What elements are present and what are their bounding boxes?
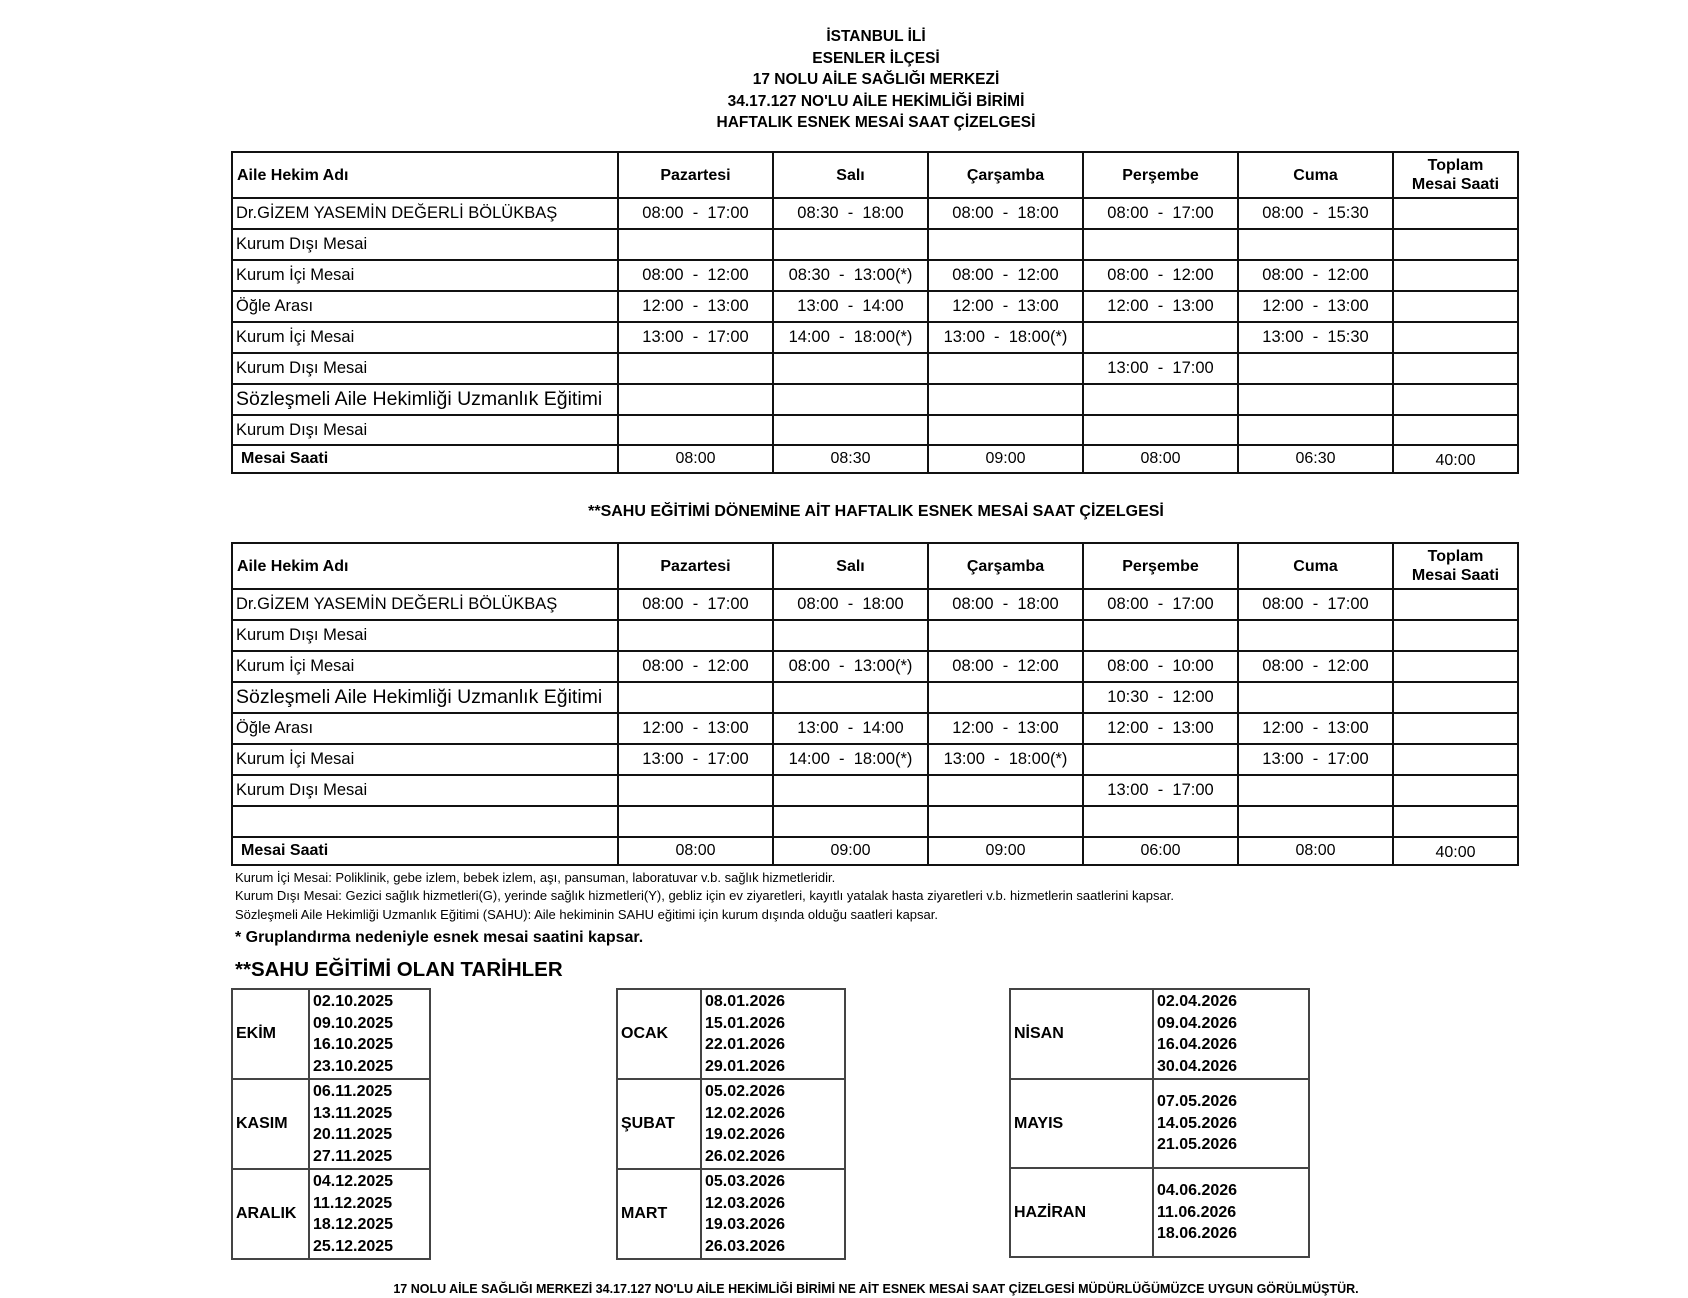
time-cell — [773, 384, 928, 415]
month-name: MART — [617, 1169, 701, 1259]
daily-total-cell: 09:00 — [928, 445, 1083, 473]
time-cell: 08:00 - 17:00 — [1083, 589, 1238, 620]
time-cell — [1083, 620, 1238, 651]
sahu-date: 26.03.2026 — [705, 1237, 786, 1255]
time-cell — [1238, 415, 1393, 445]
time-cell: 12:00 - 13:00 — [1083, 291, 1238, 322]
month-name: OCAK — [617, 989, 701, 1079]
time-cell — [928, 682, 1083, 713]
column-header-friday: Cuma — [1238, 152, 1393, 198]
month-row — [617, 989, 845, 1079]
sahu-date: 12.02.2026 — [705, 1104, 786, 1122]
month-name: HAZİRAN — [1010, 1168, 1153, 1257]
daily-total-cell: 08:00 — [618, 445, 773, 473]
sahu-date: 23.10.2025 — [313, 1057, 394, 1075]
row-label: Kurum Dışı Mesai — [232, 415, 618, 445]
table-row — [232, 353, 1518, 384]
time-cell: 12:00 - 13:00 — [928, 291, 1083, 322]
column-header-total — [1393, 543, 1518, 589]
sahu-dates-table-q1-2026 — [616, 988, 846, 1260]
time-cell: 14:00 - 18:00(*) — [773, 322, 928, 353]
sahu-date: 19.03.2026 — [705, 1216, 786, 1233]
table-row — [232, 291, 1518, 322]
daily-total-cell: 09:00 — [773, 837, 928, 865]
time-cell — [1393, 198, 1518, 229]
month-row — [617, 1169, 845, 1259]
time-cell: 13:00 - 18:00(*) — [928, 744, 1083, 775]
time-cell — [618, 353, 773, 384]
sahu-date: 09.04.2026 — [1157, 1014, 1238, 1032]
note-sahu: Sözleşmeli Aile Hekimliği Uzmanlık Eğitimi (SAHU): Aile hekiminin SAHU eğitimi için kurum dışında olduğu saatleri kapsar. — [235, 907, 938, 922]
note-kurum-disi: Kurum Dışı Mesai: Gezici sağlık hizmetleri(G), yerinde sağlık hizmetleri(Y), gebliz için ev ziyaretleri, kayıtlı yatalak hasta ziyaretleri v.b. hizmetlerin saatlerini kapsar. — [235, 888, 1174, 903]
time-cell: 08:00 - 12:00 — [928, 260, 1083, 291]
row-label: Öğle Arası — [232, 713, 618, 744]
month-row — [232, 1169, 430, 1259]
table-header-row — [232, 543, 1518, 589]
header-title: HAFTALIK ESNEK MESAİ SAAT ÇİZELGESİ — [716, 114, 1036, 131]
header-district: ESENLER İLÇESİ — [812, 49, 940, 67]
month-name: ARALIK — [232, 1169, 309, 1259]
daily-total-cell: 08:30 — [773, 445, 928, 473]
time-cell — [928, 620, 1083, 651]
time-cell — [1393, 384, 1518, 415]
column-header-monday: Pazartesi — [618, 152, 773, 198]
time-cell — [773, 353, 928, 384]
column-header-tuesday: Salı — [773, 543, 928, 589]
note-grouping: * Gruplandırma nedeniyle esnek mesai saatini kapsar. — [235, 929, 644, 946]
sahu-date: 22.01.2026 — [705, 1036, 786, 1053]
time-cell: 13:00 - 17:00 — [1083, 353, 1238, 384]
sahu-date: 16.10.2025 — [313, 1036, 394, 1053]
time-cell — [618, 775, 773, 806]
time-cell — [1238, 806, 1393, 837]
time-cell — [1083, 229, 1238, 260]
daily-total-cell: 08:00 — [1083, 445, 1238, 473]
time-cell — [1238, 775, 1393, 806]
sahu-date: 30.04.2026 — [1157, 1057, 1238, 1075]
sahu-date: 18.06.2026 — [1157, 1225, 1238, 1243]
sahu-weekly-schedule-table — [231, 542, 1519, 866]
time-cell — [773, 775, 928, 806]
column-header-name: Aile Hekim Adı — [232, 543, 618, 589]
time-cell: 13:00 - 17:00 — [618, 744, 773, 775]
column-header-wednesday: Çarşamba — [928, 543, 1083, 589]
time-cell: 13:00 - 17:00 — [618, 322, 773, 353]
sahu-date: 11.06.2026 — [1157, 1203, 1237, 1221]
sahu-date: 09.10.2025 — [313, 1014, 394, 1032]
row-label: Kurum Dışı Mesai — [232, 620, 618, 651]
time-cell — [1083, 744, 1238, 775]
time-cell — [1238, 353, 1393, 384]
month-dates — [701, 1169, 845, 1259]
time-cell: 08:30 - 18:00 — [773, 198, 928, 229]
row-label: Sözleşmeli Aile Hekimliği Uzmanlık Eğitimi — [232, 384, 618, 415]
daily-total-cell: 06:00 — [1083, 837, 1238, 865]
month-dates — [309, 1079, 430, 1169]
time-cell — [618, 806, 773, 837]
column-header-monday: Pazartesi — [618, 543, 773, 589]
sahu-date: 16.04.2026 — [1157, 1036, 1238, 1053]
column-header-wednesday: Çarşamba — [928, 152, 1083, 198]
table-row — [232, 589, 1518, 620]
header-province: İSTANBUL İLİ — [826, 28, 926, 45]
time-cell: 10:30 - 12:00 — [1083, 682, 1238, 713]
time-cell: 08:00 - 18:00 — [928, 198, 1083, 229]
month-dates — [1153, 1168, 1309, 1257]
time-cell: 08:00 - 15:30 — [1238, 198, 1393, 229]
column-header-friday: Cuma — [1238, 543, 1393, 589]
daily-total-cell: 09:00 — [928, 837, 1083, 865]
time-cell: 08:00 - 17:00 — [1238, 589, 1393, 620]
time-cell — [1393, 322, 1518, 353]
time-cell — [1083, 322, 1238, 353]
time-cell — [1393, 682, 1518, 713]
time-cell — [618, 384, 773, 415]
sahu-date: 29.01.2026 — [705, 1057, 786, 1075]
time-cell: 08:00 - 12:00 — [928, 651, 1083, 682]
total-hours-label: Mesai Saati — [232, 837, 618, 865]
table-row — [232, 651, 1518, 682]
time-cell — [1083, 806, 1238, 837]
sahu-date: 05.03.2026 — [705, 1173, 786, 1190]
table-row — [232, 198, 1518, 229]
time-cell — [928, 384, 1083, 415]
row-label: Kurum İçi Mesai — [232, 651, 618, 682]
column-header-name: Aile Hekim Adı — [232, 152, 618, 198]
grand-total-cell: 40:00 — [1393, 837, 1518, 865]
row-label: Kurum İçi Mesai — [232, 260, 618, 291]
time-cell: 08:00 - 17:00 — [618, 198, 773, 229]
month-row — [232, 989, 430, 1079]
sahu-schedule-title: **SAHU EĞİTİMİ DÖNEMİNE AİT HAFTALIK ESNEK MESAİ SAAT ÇİZELGESİ — [588, 503, 1164, 520]
total-header-line1: Toplam — [1427, 548, 1484, 565]
column-header-thursday: Perşembe — [1083, 543, 1238, 589]
table-row — [232, 806, 1518, 837]
time-cell — [618, 620, 773, 651]
time-cell: 08:00 - 12:00 — [1238, 260, 1393, 291]
sahu-date: 11.12.2025 — [313, 1194, 393, 1212]
time-cell: 08:00 - 12:00 — [1238, 651, 1393, 682]
month-dates — [701, 1079, 845, 1169]
time-cell: 12:00 - 13:00 — [1238, 291, 1393, 322]
time-cell — [1238, 384, 1393, 415]
daily-total-cell: 08:00 — [1238, 837, 1393, 865]
table-row — [232, 384, 1518, 415]
time-cell — [1393, 775, 1518, 806]
row-label: Sözleşmeli Aile Hekimliği Uzmanlık Eğitimi — [232, 682, 618, 713]
time-cell — [1393, 415, 1518, 445]
column-header-tuesday: Salı — [773, 152, 928, 198]
table-row — [232, 744, 1518, 775]
table-row — [232, 260, 1518, 291]
month-name: EKİM — [232, 989, 309, 1079]
time-cell — [618, 229, 773, 260]
sahu-date: 04.06.2026 — [1157, 1182, 1238, 1200]
header-unit: 34.17.127 NO'LU AİLE HEKİMLİĞİ BİRİMİ — [727, 92, 1025, 110]
time-cell: 08:00 - 12:00 — [1083, 260, 1238, 291]
time-cell — [1393, 620, 1518, 651]
time-cell — [1393, 589, 1518, 620]
time-cell — [928, 229, 1083, 260]
column-header-total — [1393, 152, 1518, 198]
sahu-date: 02.04.2026 — [1157, 993, 1238, 1010]
time-cell — [928, 806, 1083, 837]
time-cell: 14:00 - 18:00(*) — [773, 744, 928, 775]
total-header-line2: Mesai Saati — [1411, 567, 1500, 584]
approval-footer: 17 NOLU AİLE SAĞLIĞI MERKEZİ 34.17.127 NO'LU AİLE HEKİMLİĞİ BİRİMİ NE AİT ESNEK MESAİ SAAT ÇİZELGESİ MÜDÜRLÜĞÜMÜZCE UYGUN GÖRÜLMÜŞTÜR. — [393, 1282, 1359, 1296]
time-cell — [773, 806, 928, 837]
time-cell — [1238, 620, 1393, 651]
sahu-date: 08.01.2026 — [705, 993, 786, 1010]
row-label: Dr.GİZEM YASEMİN DEĞERLİ BÖLÜKBAŞ — [232, 589, 618, 620]
sahu-date: 12.03.2026 — [705, 1194, 786, 1212]
time-cell — [1393, 713, 1518, 744]
time-cell: 08:00 - 13:00(*) — [773, 651, 928, 682]
month-dates — [1153, 989, 1309, 1079]
table-row — [232, 229, 1518, 260]
time-cell: 08:00 - 10:00 — [1083, 651, 1238, 682]
row-label: Öğle Arası — [232, 291, 618, 322]
time-cell — [773, 620, 928, 651]
time-cell: 13:00 - 17:00 — [1238, 744, 1393, 775]
time-cell: 08:00 - 17:00 — [1083, 198, 1238, 229]
total-header-line1: Toplam — [1427, 157, 1484, 174]
sahu-dates-table-q4-2025 — [231, 988, 431, 1260]
month-name: MAYIS — [1010, 1079, 1153, 1168]
time-cell — [1083, 415, 1238, 445]
sahu-date: 25.12.2025 — [313, 1237, 394, 1255]
row-label: Kurum Dışı Mesai — [232, 775, 618, 806]
weekly-schedule-table — [231, 151, 1519, 474]
daily-total-cell: 08:00 — [618, 837, 773, 865]
time-cell: 12:00 - 13:00 — [618, 713, 773, 744]
row-label: Kurum İçi Mesai — [232, 744, 618, 775]
time-cell — [1393, 651, 1518, 682]
note-kurum-ici: Kurum İçi Mesai: Poliklinik, gebe izlem, bebek izlem, aşı, pansuman, laboratuvar v.b. sağlık hizmetleridir. — [235, 870, 836, 885]
month-row — [1010, 989, 1309, 1079]
time-cell — [773, 415, 928, 445]
row-label: Dr.GİZEM YASEMİN DEĞERLİ BÖLÜKBAŞ — [232, 198, 618, 229]
header-health-center: 17 NOLU AİLE SAĞLIĞI MERKEZİ — [752, 71, 1000, 88]
sahu-date: 02.10.2025 — [313, 993, 394, 1010]
table-row — [232, 620, 1518, 651]
time-cell — [618, 682, 773, 713]
column-header-thursday: Perşembe — [1083, 152, 1238, 198]
sahu-date: 26.02.2026 — [705, 1147, 786, 1165]
month-name: ŞUBAT — [617, 1079, 701, 1169]
sahu-date: 18.12.2025 — [313, 1216, 394, 1233]
time-cell: 08:00 - 17:00 — [618, 589, 773, 620]
month-dates — [309, 1169, 430, 1259]
grand-total-cell: 40:00 — [1393, 445, 1518, 473]
time-cell — [1393, 229, 1518, 260]
sahu-date: 05.02.2026 — [705, 1083, 786, 1100]
total-hours-label: Mesai Saati — [232, 445, 618, 473]
sahu-dates-table-q2-2026 — [1009, 988, 1310, 1258]
daily-total-cell: 06:30 — [1238, 445, 1393, 473]
time-cell: 12:00 - 13:00 — [1238, 713, 1393, 744]
time-cell: 13:00 - 15:30 — [1238, 322, 1393, 353]
time-cell: 08:00 - 18:00 — [773, 589, 928, 620]
time-cell: 12:00 - 13:00 — [618, 291, 773, 322]
time-cell — [618, 415, 773, 445]
row-label: Kurum Dışı Mesai — [232, 353, 618, 384]
time-cell — [1393, 353, 1518, 384]
sahu-dates-title: **SAHU EĞİTİMİ OLAN TARİHLER — [235, 958, 563, 981]
row-label: Kurum İçi Mesai — [232, 322, 618, 353]
time-cell — [1393, 744, 1518, 775]
time-cell — [1083, 384, 1238, 415]
total-hours-row — [232, 837, 1518, 865]
table-row — [232, 322, 1518, 353]
time-cell — [928, 775, 1083, 806]
sahu-date: 06.11.2025 — [313, 1083, 393, 1100]
table-row — [232, 775, 1518, 806]
month-row — [1010, 1168, 1309, 1257]
time-cell — [773, 229, 928, 260]
month-name: NİSAN — [1010, 989, 1153, 1079]
table-header-row — [232, 152, 1518, 198]
sahu-date: 19.02.2026 — [705, 1126, 786, 1143]
time-cell — [928, 415, 1083, 445]
month-name: KASIM — [232, 1079, 309, 1169]
total-hours-row — [232, 445, 1518, 473]
time-cell: 08:00 - 12:00 — [618, 260, 773, 291]
table-row — [232, 415, 1518, 445]
time-cell: 13:00 - 18:00(*) — [928, 322, 1083, 353]
month-row — [617, 1079, 845, 1169]
sahu-date: 21.05.2026 — [1157, 1136, 1238, 1154]
month-dates — [1153, 1079, 1309, 1168]
time-cell: 12:00 - 13:00 — [1083, 713, 1238, 744]
month-row — [1010, 1079, 1309, 1168]
sahu-date: 04.12.2025 — [313, 1173, 394, 1190]
time-cell: 13:00 - 14:00 — [773, 713, 928, 744]
month-dates — [701, 989, 845, 1079]
time-cell: 08:00 - 18:00 — [928, 589, 1083, 620]
sahu-date: 07.05.2026 — [1157, 1093, 1238, 1111]
row-label — [232, 806, 618, 837]
total-header-line2: Mesai Saati — [1411, 176, 1500, 193]
row-label: Kurum Dışı Mesai — [232, 229, 618, 260]
time-cell — [1238, 229, 1393, 260]
time-cell: 12:00 - 13:00 — [928, 713, 1083, 744]
table-row — [232, 682, 1518, 713]
sahu-date: 20.11.2025 — [313, 1126, 393, 1143]
time-cell — [1393, 260, 1518, 291]
document-header — [0, 26, 1688, 134]
month-row — [232, 1079, 430, 1169]
table-row — [232, 713, 1518, 744]
time-cell: 13:00 - 17:00 — [1083, 775, 1238, 806]
time-cell — [928, 353, 1083, 384]
sahu-date: 15.01.2026 — [705, 1014, 786, 1032]
time-cell — [1238, 682, 1393, 713]
time-cell: 08:30 - 13:00(*) — [773, 260, 928, 291]
month-dates — [309, 989, 430, 1079]
time-cell: 13:00 - 14:00 — [773, 291, 928, 322]
sahu-date: 13.11.2025 — [313, 1104, 393, 1122]
time-cell — [1393, 806, 1518, 837]
sahu-date: 27.11.2025 — [313, 1147, 393, 1165]
time-cell — [1393, 291, 1518, 322]
time-cell — [773, 682, 928, 713]
sahu-date: 14.05.2026 — [1157, 1114, 1238, 1132]
time-cell: 08:00 - 12:00 — [618, 651, 773, 682]
